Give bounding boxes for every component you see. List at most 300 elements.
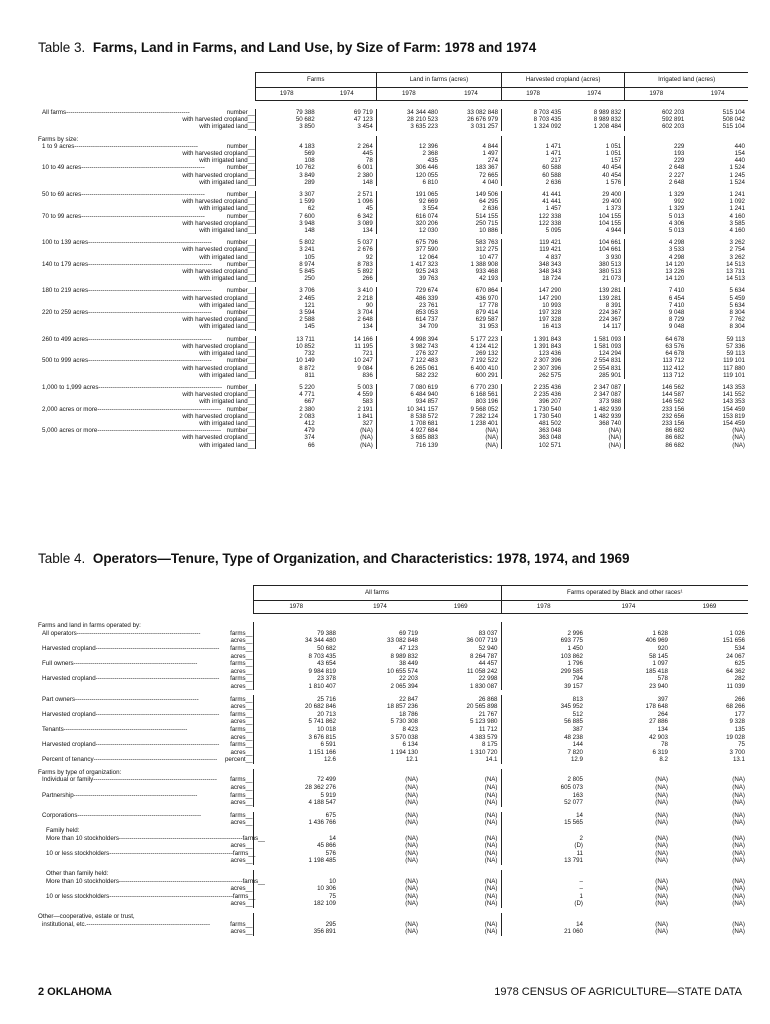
table3-row-label: [38, 143, 255, 150]
table3-cell: 396 207: [502, 398, 565, 405]
table4-row-sublabel: acres: [230, 733, 246, 741]
table4-cell: (NA): [732, 776, 745, 784]
table4-empty-cell: [339, 827, 421, 835]
table3-cell: 113 712: [625, 357, 688, 364]
table3-cell: 4 124 412: [470, 342, 499, 350]
table4-row-label: [38, 726, 253, 734]
table3-row-label: [38, 164, 255, 171]
table4-empty-cell: [501, 913, 586, 921]
table3-cell: 121: [255, 302, 318, 309]
table3-cell: 1 373: [605, 205, 622, 213]
table4-row: [38, 913, 748, 921]
table4-row-tail: __: [245, 748, 253, 756]
table4-row-label: [38, 892, 256, 901]
table4-empty-cell: [501, 769, 586, 777]
table3-empty-cell: [318, 136, 377, 143]
table3-cell: 515 104: [722, 109, 745, 116]
table4-cell: (NA): [655, 928, 668, 936]
table4-row-sublabel: farms: [230, 710, 246, 718]
table3-cell: 925 243: [376, 268, 441, 275]
table3-row: [38, 191, 748, 198]
table4-cell: (NA): [655, 842, 668, 850]
table3-cell: 14 513: [726, 260, 745, 268]
table3-row-label: [38, 205, 255, 212]
table4-cell: –: [501, 885, 586, 893]
table3-row: [38, 227, 748, 234]
table3-cell: 582 232: [376, 372, 441, 379]
table3-cell: 8 703 435: [502, 109, 565, 116]
table3-cell: 60 588: [502, 164, 565, 171]
table3-cell: 1 482 939: [593, 405, 622, 413]
table4-row-label: [38, 652, 253, 660]
table4-row: [38, 703, 748, 711]
table3-row-tail: __: [247, 123, 255, 131]
table3-empty-cell: [564, 136, 625, 143]
table3-cell: 86 682: [625, 427, 688, 434]
table3-cell: 3 930: [605, 253, 622, 261]
table4-cell: (NA): [655, 920, 668, 928]
table3-cell: 2 648: [625, 164, 688, 171]
table4-empty-cell: [586, 827, 671, 835]
table3-cell: 102 571: [502, 442, 565, 449]
table4-cell: 185 418: [645, 667, 668, 675]
table3-cell: 4 160: [729, 227, 745, 235]
table3-row: [38, 246, 748, 253]
table3-cell: 2 554 831: [593, 357, 622, 365]
table3-cell: 143 353: [722, 398, 745, 406]
table4-row: [38, 857, 748, 865]
table4-cell: 266: [734, 695, 745, 703]
table3-cell: 10 886: [479, 227, 499, 235]
table3-row-label: [38, 198, 255, 205]
table4-row-leader: ------------------------------------------------------------: [95, 741, 220, 749]
table3-cell: 2 347 087: [593, 383, 622, 391]
table4-row-section: Percent of tenancy: [42, 756, 94, 764]
table4-empty-cell: [339, 913, 421, 921]
table3-cell: 10 993: [502, 302, 565, 309]
table3-cell: 2 648: [625, 179, 688, 186]
table4-cell: (NA): [405, 776, 418, 784]
table3-row: [38, 309, 748, 316]
table3-cell: 250 715: [475, 219, 499, 227]
table4-empty-cell: [586, 769, 671, 777]
table4-number: Table 4.: [38, 551, 86, 566]
table3-row-label: [38, 246, 255, 253]
table4-cell: (NA): [732, 900, 745, 908]
table3-cell: 269 132: [475, 350, 499, 358]
table3-cell: 667: [255, 398, 318, 405]
table3-cell: 592 891: [625, 116, 688, 123]
table4-group-header: All farms: [253, 586, 501, 601]
table4-row: [38, 756, 748, 764]
table3-cell: 2 571: [357, 191, 373, 199]
table3-row-sublabel: number: [226, 405, 248, 413]
table3-cell: 34 709: [376, 323, 441, 330]
table3-cell: 1 208 484: [593, 123, 622, 131]
table4-row-label: [38, 622, 253, 630]
table3-cell: 440: [734, 157, 745, 165]
table4-row-sublabel: farms: [230, 791, 246, 799]
table3-cell: 348 343: [502, 261, 565, 268]
table4-cell: 356 891: [253, 928, 339, 936]
table3-cell: 1 051: [605, 150, 622, 158]
table4-cell: (NA): [655, 892, 668, 900]
table4-cell: 3 570 038: [390, 733, 418, 741]
table3-row: [38, 109, 748, 116]
table3-cell: 4 298: [625, 239, 688, 246]
table4-cell: (NA): [405, 849, 418, 857]
table3-cell: 348 343: [502, 268, 565, 275]
table4-row-sublabel: farms: [230, 644, 246, 652]
table4-cell: (NA): [484, 885, 498, 893]
table3-cell: 153 819: [722, 412, 745, 420]
table3-cell: 435: [376, 157, 441, 164]
table4-cell: 28 362 276: [253, 784, 339, 792]
table4-cell: 18 786: [399, 710, 418, 718]
table3-cell: 145: [255, 323, 318, 330]
table4-row: [38, 885, 748, 893]
table3-cell: 10 477: [479, 253, 499, 261]
table3-row-tail: __: [247, 142, 255, 150]
table3-cell: 63 576: [625, 343, 688, 350]
table4-row-leader: ------------------------------------------------------------: [63, 725, 188, 733]
table4-row-tail: __: [245, 644, 253, 652]
table4-empty-cell: [253, 870, 339, 878]
table4-row-leader: ------------------------------------------------------------: [73, 660, 198, 668]
table3-row-sublabel: with irrigated land: [199, 178, 248, 186]
table4-cell: 75: [738, 741, 745, 749]
table3-row-tail: __: [247, 419, 255, 427]
table3-cell: 2 307 396: [502, 357, 565, 364]
table4-empty-cell: [671, 769, 748, 777]
table4-cell: 39 157: [501, 683, 586, 691]
table3-cell: 1 497: [482, 150, 499, 158]
table3-row-label: [38, 136, 255, 143]
table4-row: [38, 695, 748, 703]
table4-header-blank: [38, 586, 253, 601]
table4-cell: 34 344 480: [253, 637, 339, 645]
table4-cell: (NA): [732, 811, 745, 819]
table3-row-label: [38, 316, 255, 323]
table3-cell: 183 367: [475, 164, 499, 172]
table3-cell: (NA): [360, 434, 373, 442]
table3-cell: 146 562: [625, 384, 688, 391]
table4-row-section: Harvested cropland: [42, 710, 96, 718]
table3-row-section: All farms: [42, 109, 67, 116]
table4-cell: (NA): [405, 877, 418, 885]
table4-row-sublabel: acres: [230, 637, 246, 645]
table3-cell: 5 220: [255, 384, 318, 391]
table3-row: [38, 365, 748, 372]
table3-cell: 233 156: [625, 406, 688, 413]
table4-cell: (NA): [655, 784, 668, 792]
table3-cell: 104 155: [598, 219, 622, 227]
table4-cell: (NA): [484, 928, 498, 936]
table3-row-label: [38, 213, 255, 220]
table4-empty-cell: [253, 913, 339, 921]
table3-cell: 104 155: [598, 212, 622, 220]
table4-cell: (NA): [655, 857, 668, 865]
table4: [38, 585, 748, 936]
table3-cell: 134: [362, 227, 373, 235]
table4-empty-cell: [586, 622, 671, 630]
table3-cell: 104 661: [598, 239, 622, 247]
table4-row: [38, 842, 748, 850]
table3-cell: 515 104: [722, 123, 745, 131]
table3-row: [38, 434, 748, 441]
table4-cell: (NA): [732, 920, 745, 928]
table3-cell: 7 762: [729, 316, 745, 324]
table3-cell: 123 436: [502, 350, 565, 357]
table4-cell: 1 194 130: [390, 748, 418, 756]
table3-cell: 602 203: [625, 109, 688, 116]
table3-cell: 600 291: [475, 371, 499, 379]
table3-cell: 3 089: [357, 219, 373, 227]
table3-row-tail: __: [247, 294, 255, 302]
table3-row-section: 1,000 to 1,999 acres: [42, 383, 99, 391]
table3-row-tail: __: [247, 212, 255, 220]
table3-cell: 803 196: [475, 398, 499, 406]
table3-cell: 120 055: [376, 172, 441, 179]
table3-row-label: [38, 268, 255, 275]
table4-row-section: Full owners: [42, 660, 74, 668]
table4-row-sublabel: farms: [230, 811, 246, 819]
table4-row-label: [38, 877, 265, 885]
table4-cell: 33 082 848: [387, 637, 418, 645]
table3-cell: 836: [362, 371, 373, 379]
table3-title-text: Farms, Land in Farms, and Land Use, by Size of Farm: 1978 and 1974: [92, 40, 537, 55]
table3-row: [38, 398, 748, 405]
table4-cell: 1 830 087: [469, 682, 498, 690]
table4-row-tail: __: [245, 811, 253, 819]
table3-row-tail: __: [247, 150, 255, 158]
table4-row-tail: __: [245, 652, 253, 660]
table3-row: [38, 442, 748, 449]
table4-cell: 675: [253, 812, 339, 820]
table4-cell: 7 820: [501, 749, 586, 757]
table4-row-tail: __: [245, 920, 253, 928]
table4-cell: 3 700: [729, 748, 745, 756]
table3-cell: 1 599: [255, 198, 318, 205]
table4-row-label: [38, 827, 253, 835]
table4-row-leader: ------------------------------------------------------------: [75, 695, 199, 703]
table4-title: [38, 551, 630, 566]
table4-empty-cell: [501, 827, 586, 835]
table3-cell: 10 341 157: [376, 406, 441, 413]
table4-cell: 8.2: [659, 756, 668, 764]
table4-cell: 22 203: [399, 675, 418, 683]
table4-row-sublabel: acres: [230, 900, 246, 908]
table4-row-label: [38, 819, 253, 827]
table3-cell: 4 298: [625, 254, 688, 261]
table3-cell: 28 210 523: [376, 116, 441, 123]
table3-year-header: 1974: [441, 88, 502, 101]
table3-row: [38, 172, 748, 179]
table4-cell: (NA): [655, 877, 668, 885]
table4-cell: 103 862: [501, 652, 586, 660]
table3-row-tail: __: [247, 405, 255, 413]
table3-cell: (NA): [485, 434, 499, 442]
table4-cell: 163: [501, 791, 586, 799]
table3-cell: 312 275: [475, 246, 499, 254]
table3-group-header: Harvested cropland (acres): [502, 73, 625, 88]
table4-row-tail: __: [245, 928, 253, 936]
table4-row-leader: ------------------------------------------------------------: [95, 675, 220, 683]
table4-row-sublabel: farms: [242, 834, 259, 842]
table4-cell: 345 952: [501, 703, 586, 711]
table3-cell: 266: [362, 275, 373, 283]
table3-cell: 583 763: [475, 239, 499, 247]
table4-row-label: [38, 799, 253, 807]
table3-cell: 2 235 436: [502, 384, 565, 391]
table4-row-section: 10 or less stockholders: [46, 892, 110, 900]
table3-row-sublabel: number: [226, 427, 248, 435]
table3-cell: 377 590: [376, 246, 441, 253]
table3-cell: 4 040: [482, 178, 499, 186]
table3-cell: 148: [255, 227, 318, 234]
table3-row-tail: __: [247, 287, 255, 295]
table4-empty-cell: [253, 622, 339, 630]
table4-row-label: [38, 675, 253, 683]
table3-cell: 368 740: [598, 419, 622, 427]
table3-cell: 8 989 832: [593, 116, 622, 124]
table4-row-label: [38, 749, 253, 757]
table4-row-label: [38, 920, 253, 928]
table4-cell: 1 151 166: [253, 749, 339, 757]
table3-cell: (NA): [608, 441, 622, 449]
table4-cell: 151 656: [722, 637, 745, 645]
table3-cell: 6 454: [625, 295, 688, 302]
table4-cell: 6 591: [253, 741, 339, 749]
table3-cell: 2 676: [357, 246, 373, 254]
table3-row-label: [38, 116, 255, 123]
table4-cell: 68 266: [726, 703, 745, 711]
table4-row-tail: __: [248, 849, 256, 857]
table3-row-leader: ------------------------------------------------------------: [88, 357, 212, 365]
table4-cell: 1: [501, 893, 586, 901]
table4-cell: (NA): [732, 849, 745, 857]
table3-row-label: [38, 239, 255, 246]
table3-cell: 3 533: [625, 246, 688, 253]
table3-cell: 12 396: [376, 143, 441, 150]
table4-cell: 64 362: [726, 667, 745, 675]
table4-row-leader: ------------------------------------------------------------: [73, 791, 198, 799]
table4-cell: (NA): [405, 811, 418, 819]
table3-cell: 1 581 093: [593, 335, 622, 343]
table4-row-tail: __: [248, 892, 256, 900]
table4-cell: 534: [734, 644, 745, 652]
table3-row-section: 1 to 9 acres: [42, 142, 75, 150]
table4-cell: 9 984 819: [253, 668, 339, 676]
table3-title: [38, 40, 536, 55]
table3-row-label: [38, 287, 255, 294]
table4-row-tail: __: [258, 834, 265, 842]
table3-cell: (NA): [608, 434, 622, 442]
table3-cell: 1 581 093: [593, 342, 622, 350]
table3-row-heading: Farms by size:: [38, 135, 79, 143]
table3-cell: 113 712: [625, 372, 688, 379]
table4-group-header-row: [38, 586, 748, 601]
table3-cell: 9 048: [625, 309, 688, 316]
table3-row-label: [38, 384, 255, 391]
table3-cell: 143 353: [722, 383, 745, 391]
table3-cell: (NA): [732, 427, 745, 435]
table4-cell: 47 123: [399, 644, 418, 652]
table3-row-sublabel: with harvested cropland: [182, 364, 248, 372]
table4-year-header-row: [38, 601, 748, 614]
table4-row: [38, 711, 748, 719]
table4-cell: 58 145: [649, 652, 668, 660]
table3-cell: 9 568 052: [470, 405, 499, 413]
table3-cell: 5 634: [729, 287, 745, 295]
table4-cell: 36 007 719: [466, 637, 498, 645]
table4-row-section: More than 10 stockholders: [46, 834, 119, 842]
table4-row-leader: ------------------------------------------------------------: [76, 629, 201, 637]
table3-cell: 8 538 572: [376, 413, 441, 420]
table3-cell: 50 682: [255, 116, 318, 123]
table3-cell: 6 342: [357, 212, 373, 220]
table3-row: [38, 384, 748, 391]
table3-cell: 40 454: [602, 171, 622, 179]
table3-cell: 1 576: [605, 178, 622, 186]
table4-cell: 1 198 485: [253, 857, 339, 865]
table4-cell: 8 703 435: [253, 652, 339, 660]
table3-row-tail: __: [247, 364, 255, 372]
table3-row: [38, 179, 748, 186]
table4-row-label: [38, 660, 253, 668]
table3-cell: 157: [610, 157, 622, 165]
table4-row-heading: Other than family held:: [46, 870, 109, 877]
table3-cell: 5 013: [625, 227, 688, 234]
table3-group-header: Irrigated land (acres): [625, 73, 748, 88]
table3-cell: 1 841: [357, 412, 373, 420]
table4-row: [38, 893, 748, 901]
table3-cell: 602 203: [625, 123, 688, 130]
table3-cell: 5 013: [625, 213, 688, 220]
table3-row-label: [38, 157, 255, 164]
table3-row-tail: __: [247, 412, 255, 420]
table3-cell: 2 191: [357, 405, 373, 413]
table3-cell: 1 391 843: [502, 343, 565, 350]
table4-row-leader: ------------------------------------------------------------: [109, 849, 233, 857]
table3-row-tail: __: [247, 350, 255, 358]
table3-row: [38, 372, 748, 379]
table3-cell: 149 506: [475, 191, 499, 199]
table3-cell: 320 206: [376, 220, 441, 227]
table4-cell: 920: [657, 644, 668, 652]
table3-row-sublabel: with harvested cropland: [182, 342, 248, 350]
table3-row-tail: __: [247, 239, 255, 247]
table4-cell: 14: [501, 812, 586, 820]
table3-cell: 7 122 483: [376, 357, 441, 364]
table3-cell: 721: [362, 350, 373, 358]
table4-cell: 78: [661, 741, 668, 749]
table4-row-leader: ------------------------------------------------------------: [77, 811, 202, 819]
table3-cell: 105: [255, 254, 318, 261]
table3-row: [38, 220, 748, 227]
table3-cell: 6 484 940: [376, 391, 441, 398]
table4-row-heading: Farms by type of organization:: [38, 768, 122, 776]
table4-row-label: [38, 900, 253, 908]
table4-empty-cell: [671, 622, 748, 630]
table3-cell: 60 588: [502, 172, 565, 179]
table4-row: [38, 718, 748, 726]
table3-row-section: 140 to 179 acres: [42, 260, 89, 268]
table3-row: [38, 336, 748, 343]
table4-row-tail: __: [245, 784, 253, 792]
table3-row-sublabel: number: [226, 142, 248, 150]
table3-row-sublabel: with irrigated land: [199, 157, 248, 165]
